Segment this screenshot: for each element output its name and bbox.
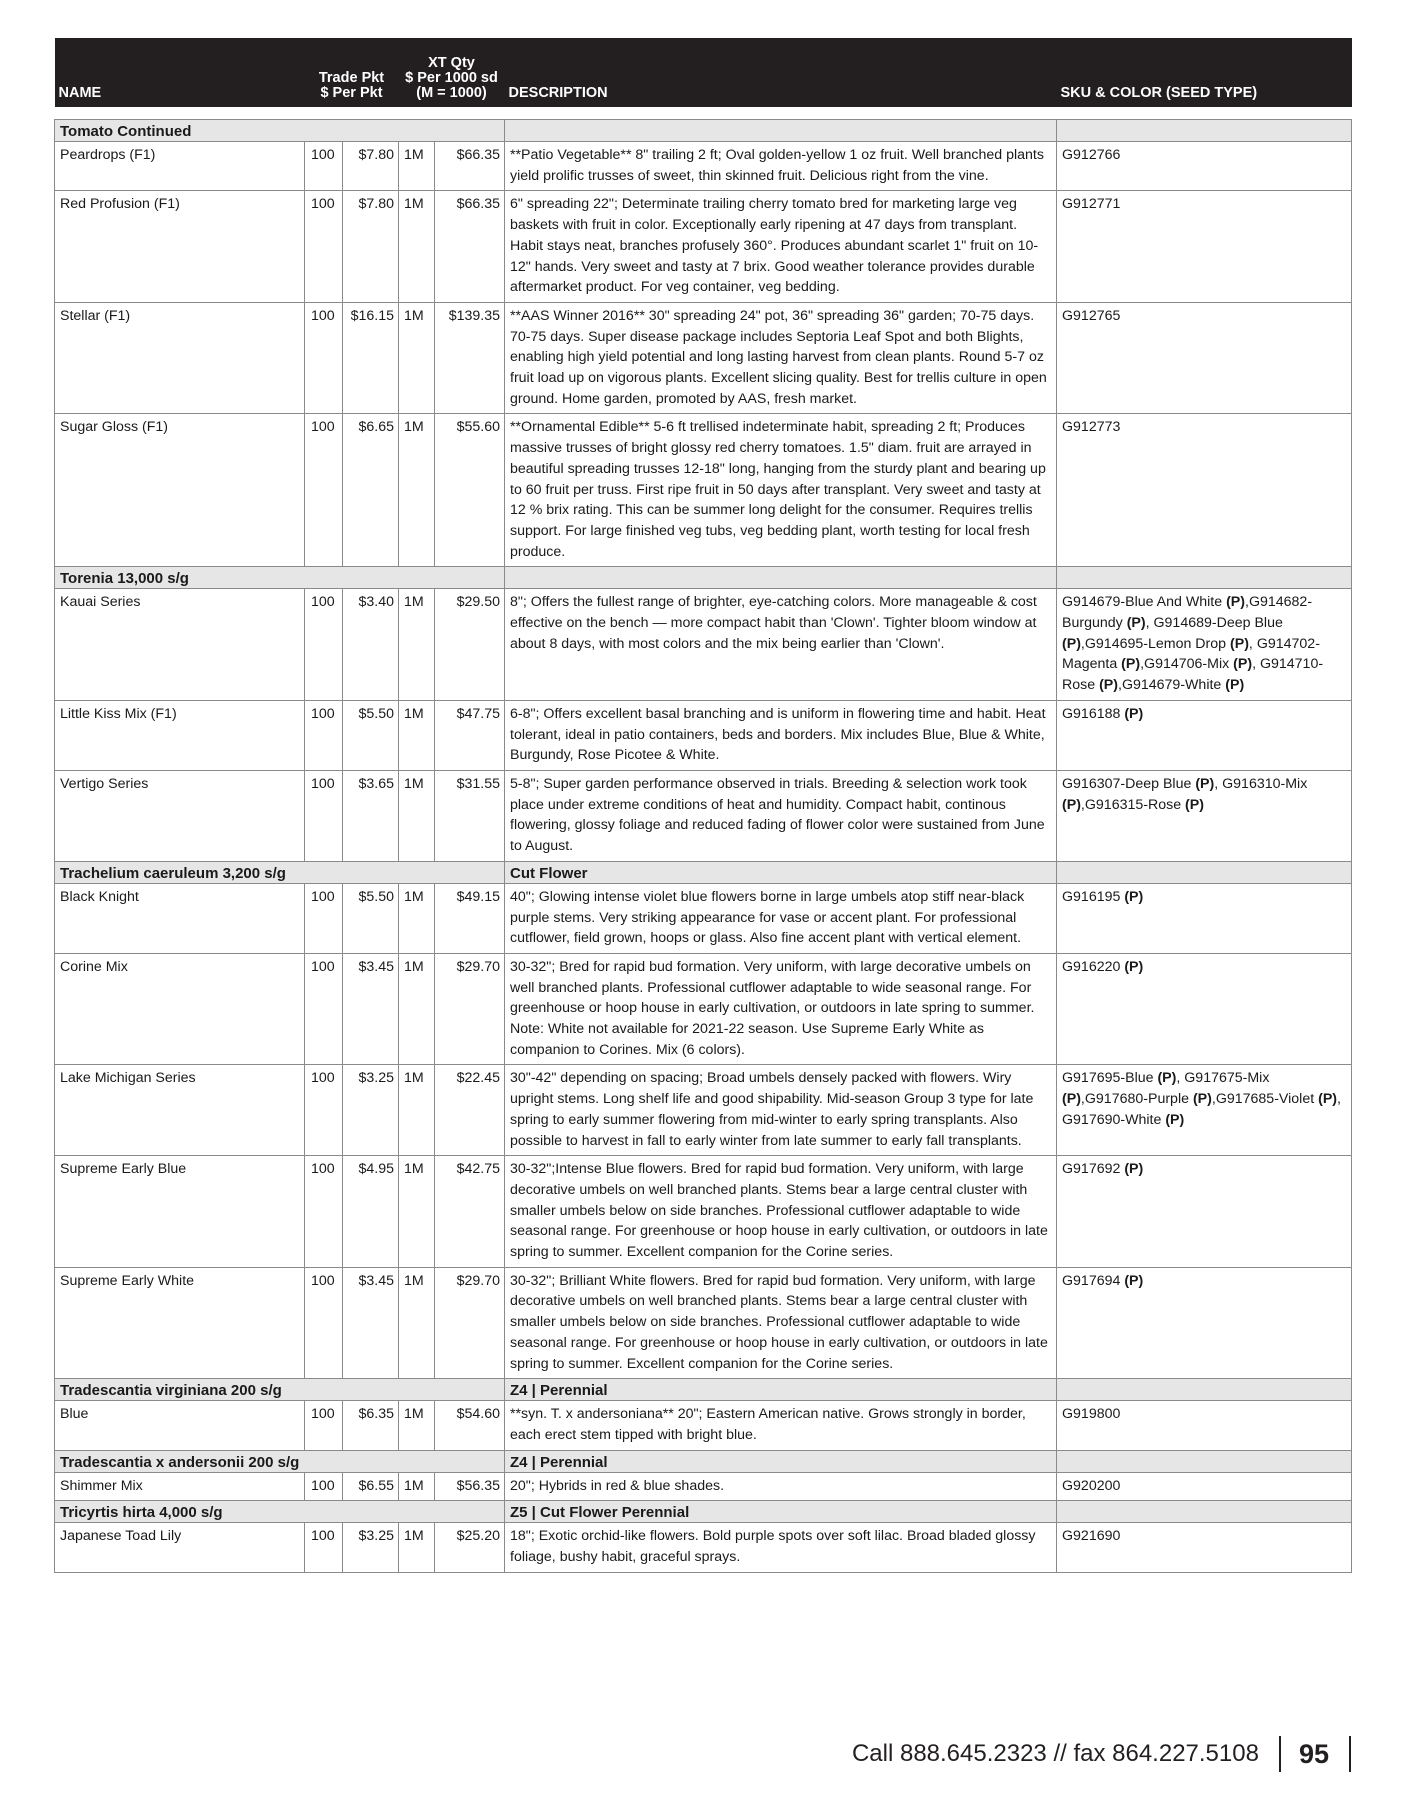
- xt-price: $29.70: [435, 953, 505, 1065]
- trade-pkt-qty: 100: [305, 414, 343, 567]
- xt-price: $66.35: [435, 142, 505, 191]
- section-header: [55, 861, 1352, 883]
- trade-pkt-qty: 100: [305, 1267, 343, 1379]
- xt-qty: 1M: [399, 302, 435, 414]
- product-description: 8"; Offers the fullest range of brighter, eye-catching colors. More manageable & cost effective on the bench — more compact habit than 'Clown'. Tighter bloom window at about 8 days, with most colors and the mix being earlier than 'Clown'.: [505, 589, 1057, 701]
- product-row: [55, 142, 1352, 191]
- page-number: 95: [1298, 1738, 1329, 1769]
- trade-pkt-price: $3.65: [343, 770, 399, 861]
- sku-item: [1144, 656, 1260, 672]
- seed-type: (P): [1226, 594, 1245, 611]
- product-row: [55, 1401, 1352, 1450]
- sku-code: G914706-Mix: [1144, 656, 1234, 673]
- product-row: [55, 953, 1352, 1065]
- xt-price: $31.55: [435, 770, 505, 861]
- product-description: **syn. T. x andersoniana** 20"; Eastern American native. Grows strongly in border, each erect stem tipped with bright blue.: [505, 1401, 1057, 1450]
- sku-item: [1062, 1478, 1120, 1494]
- sku-separator: ,: [1080, 635, 1085, 652]
- header-xt-qty: XT Qty $ Per 1000 sd (M = 1000): [399, 38, 505, 107]
- trade-pkt-qty: 100: [305, 883, 343, 953]
- product-name: Sugar Gloss (F1): [55, 414, 305, 567]
- sku-color: [1057, 414, 1352, 567]
- footer-divider: [1279, 1736, 1281, 1772]
- product-name: Little Kiss Mix (F1): [55, 700, 305, 770]
- product-description: 30-32";Intense Blue flowers. Bred for rapid bud formation. Very uniform, with large decorative umbels on well branched plants. Stems bear a large central cluster with smaller umbels below on side branches. Professional cutflower adaptable to wide seasonal range. For greenhouse or hoop house in early cultivation, or outdoors in late spring to summer. Excellent companion for the Corine series.: [505, 1156, 1057, 1268]
- xt-price: $22.45: [435, 1065, 505, 1156]
- xt-price: $139.35: [435, 302, 505, 414]
- sku-item: [1122, 677, 1244, 693]
- sku-item: [1062, 706, 1143, 722]
- product-description: 40"; Glowing intense violet blue flowers borne in large umbels atop stiff near-black purple stems. Very striking appearance for vase or accent plant. For professional cutflower, field grown, hoops or glass. Also fine accent plant with vertical element.: [505, 883, 1057, 953]
- sku-item: [1062, 147, 1120, 163]
- section-sku-blank: [1057, 1501, 1352, 1523]
- trade-pkt-qty: 100: [305, 770, 343, 861]
- section-sku-blank: [1057, 567, 1352, 589]
- product-row: [55, 700, 1352, 770]
- section-sku-blank: [1057, 120, 1352, 142]
- seed-type: (P): [1126, 615, 1146, 632]
- xt-qty: 1M: [399, 1065, 435, 1156]
- trade-pkt-price: $3.45: [343, 1267, 399, 1379]
- trade-pkt-price: $5.50: [343, 700, 399, 770]
- xt-qty: 1M: [399, 414, 435, 567]
- table-body: [55, 120, 1352, 1573]
- trade-pkt-qty: 100: [305, 700, 343, 770]
- product-row: [55, 1156, 1352, 1268]
- seed-type: (P): [1157, 1070, 1177, 1087]
- sku-code: G916188: [1062, 705, 1125, 722]
- seed-type: (P): [1230, 635, 1249, 652]
- xt-price: $29.70: [435, 1267, 505, 1379]
- product-row: [55, 414, 1352, 567]
- section-header: [55, 567, 1352, 589]
- sku-code: G912766: [1062, 147, 1121, 163]
- xt-price: $25.20: [435, 1523, 505, 1572]
- xt-price: $29.50: [435, 589, 505, 701]
- sku-code: G914695-Lemon Drop: [1084, 635, 1230, 652]
- product-row: [55, 302, 1352, 414]
- xt-price: $56.35: [435, 1472, 505, 1501]
- section-sku-blank: [1057, 1379, 1352, 1401]
- sku-code: G912771: [1062, 196, 1121, 213]
- seed-type: (P): [1124, 705, 1144, 722]
- xt-qty: 1M: [399, 1523, 435, 1572]
- section-sku-blank: [1057, 861, 1352, 883]
- sku-separator: ,: [1080, 1091, 1085, 1108]
- sku-separator: ,: [1244, 594, 1249, 611]
- sku-separator: ,: [1214, 775, 1223, 792]
- sku-color: [1057, 1156, 1352, 1268]
- sku-item: [1062, 1070, 1184, 1086]
- product-description: 30-32"; Brilliant White flowers. Bred for rapid bud formation. Very uniform, with large decorative umbels on well branched plants. Stems bear a large central cluster with smaller umbels below on side branches. Professional cutflower adaptable to wide seasonal range. For greenhouse or hoop house in early cultivation, or outdoors in late spring to summer. Excellent companion for the Corine series.: [505, 1267, 1057, 1379]
- sku-item: [1062, 959, 1143, 975]
- product-row: [55, 1472, 1352, 1501]
- sku-separator: ,: [1211, 1091, 1216, 1108]
- sku-separator: ,: [1252, 656, 1260, 673]
- xt-qty: 1M: [399, 770, 435, 861]
- seed-type: (P): [1192, 1091, 1212, 1108]
- xt-qty: 1M: [399, 191, 435, 303]
- section-title: Trachelium caeruleum 3,200 s/g: [55, 861, 505, 883]
- xt-qty: 1M: [399, 589, 435, 701]
- sku-separator: ,: [1176, 1070, 1185, 1087]
- trade-pkt-price: $3.40: [343, 589, 399, 701]
- sku-color: [1057, 883, 1352, 953]
- product-description: 30"-42" depending on spacing; Broad umbels densely packed with flowers. Wiry upright stems. Long shelf life and good shipability. Mid-season Group 3 type for late spring to early summer flowering from mid-winter to early spring transplants. Also possible to harvest in fall to early winter from late summer to early fall transplants.: [505, 1065, 1057, 1156]
- product-description: **AAS Winner 2016** 30" spreading 24" pot, 36" spreading 36" garden; 70-75 days. 70-75 days. Super disease package includes Septoria Leaf Spot and both Blights, enabling high yield potential and long lasting harvest from clean plants. Round 5-7 oz fruit load up on vigorous plants. Excellent slicing quality. Best for trellis culture in open ground. Home garden, promoted by AAS, fresh market.: [505, 302, 1057, 414]
- trade-pkt-price: $6.35: [343, 1401, 399, 1450]
- sku-item: [1085, 636, 1257, 652]
- seed-type: (P): [1233, 656, 1253, 673]
- trade-pkt-qty: 100: [305, 142, 343, 191]
- sku-code: G914702-Magenta: [1062, 635, 1320, 673]
- seed-type: (P): [1062, 635, 1081, 652]
- sku-separator: ,: [1248, 635, 1257, 652]
- product-name: Peardrops (F1): [55, 142, 305, 191]
- product-description: **Ornamental Edible** 5-6 ft trellised indeterminate habit, spreading 2 ft; Produces massive trusses of bright glossy red cherry tomatoes. 1.5" diam. fruit are arrayed in beautiful spreading trusses 12-18" long, hanging from the sturdy plant and bearing up to 60 fruit per truss. First ripe fruit in 50 days after transplant. Very sweet and tasty at 12 % brix rating. This can be summer long delight for the consumer. Requires trellis support. For large finished veg tubs, veg bedding plant, worth testing for local fresh produce.: [505, 414, 1057, 567]
- section-note: Z5 | Cut Flower Perennial: [505, 1501, 1057, 1523]
- sku-item: [1062, 308, 1120, 324]
- trade-pkt-price: $3.25: [343, 1065, 399, 1156]
- table-header: [55, 38, 1352, 120]
- section-note: [505, 120, 1057, 142]
- section-title: Torenia 13,000 s/g: [55, 567, 505, 589]
- product-name: Corine Mix: [55, 953, 305, 1065]
- sku-item: [1062, 1406, 1120, 1422]
- sku-code: G914689-Deep Blue: [1153, 615, 1283, 632]
- xt-price: $47.75: [435, 700, 505, 770]
- trade-pkt-qty: 100: [305, 1401, 343, 1450]
- sku-color: [1057, 700, 1352, 770]
- seed-type: (P): [1124, 958, 1144, 975]
- sku-code: G916195: [1062, 888, 1125, 905]
- catalog-sheet: [54, 38, 1351, 1573]
- xt-price: $49.15: [435, 883, 505, 953]
- catalog-table: [54, 38, 1352, 1573]
- sku-color: [1057, 1065, 1352, 1156]
- sku-item: [1062, 776, 1222, 792]
- seed-type: (P): [1121, 656, 1141, 673]
- trade-pkt-price: $3.45: [343, 953, 399, 1065]
- section-note: Z4 | Perennial: [505, 1379, 1057, 1401]
- trade-pkt-qty: 100: [305, 1156, 343, 1268]
- trade-pkt-price: $3.25: [343, 1523, 399, 1572]
- trade-pkt-price: $4.95: [343, 1156, 399, 1268]
- sku-code: G920200: [1062, 1477, 1121, 1494]
- xt-qty: 1M: [399, 1401, 435, 1450]
- trade-pkt-qty: 100: [305, 589, 343, 701]
- product-name: Kauai Series: [55, 589, 305, 701]
- product-name: Supreme Early Blue: [55, 1156, 305, 1268]
- section-header: [55, 1501, 1352, 1523]
- sku-code: G917694: [1062, 1272, 1125, 1289]
- trade-pkt-qty: 100: [305, 1472, 343, 1501]
- sku-code: G921690: [1062, 1528, 1121, 1545]
- sku-item: [1085, 797, 1204, 813]
- seed-type: (P): [1062, 1091, 1081, 1108]
- product-row: [55, 589, 1352, 701]
- sku-code: G917680-Purple: [1084, 1091, 1193, 1108]
- xt-qty: 1M: [399, 953, 435, 1065]
- product-description: 6" spreading 22"; Determinate trailing cherry tomato bred for marketing large veg baskets with fruit in color. Exceptionally early ripening at 47 days from transplant. Habit stays neat, branches profusely 360°. Produces abundant scarlet 1" fruit on 10-12" hands. Very sweet and tasty at 7 brix. Good weather tolerance provides durable aftermarket product. For veg container, veg bedding.: [505, 191, 1057, 303]
- sku-code: G914679-Blue And White: [1062, 594, 1227, 611]
- product-description: 30-32"; Bred for rapid bud formation. Very uniform, with large decorative umbels on well branched plants. Professional cutflower adaptable to wide seasonal range. For greenhouse or hoop house in early cultivation, or outdoors in late spring to summer. Note: White not available for 2021-22 season. Use Supreme Early White as companion to Corines. Mix (6 colors).: [505, 953, 1057, 1065]
- contact-line: Call 888.645.2323 // fax 864.227.5108: [851, 1740, 1259, 1767]
- sku-code: G917695-Blue: [1062, 1070, 1158, 1087]
- sku-code: G914710-Rose: [1062, 656, 1324, 694]
- sku-separator: ,: [1080, 796, 1085, 813]
- trade-pkt-price: $7.80: [343, 191, 399, 303]
- section-header: [55, 1450, 1352, 1472]
- section-note: Cut Flower: [505, 861, 1057, 883]
- sku-color: [1057, 142, 1352, 191]
- trade-pkt-qty: 100: [305, 1065, 343, 1156]
- product-name: Lake Michigan Series: [55, 1065, 305, 1156]
- seed-type: (P): [1225, 677, 1245, 694]
- sku-item: [1062, 419, 1120, 435]
- trade-pkt-qty: 100: [305, 1523, 343, 1572]
- xt-qty: 1M: [399, 883, 435, 953]
- sku-color: [1057, 770, 1352, 861]
- product-row: [55, 1267, 1352, 1379]
- sku-color: [1057, 589, 1352, 701]
- sku-separator: ,: [1140, 656, 1145, 673]
- sku-color: [1057, 1401, 1352, 1450]
- xt-price: $42.75: [435, 1156, 505, 1268]
- sku-item: [1062, 594, 1249, 610]
- seed-type: (P): [1185, 796, 1204, 813]
- sku-code: G912765: [1062, 307, 1121, 324]
- sku-item: [1085, 1091, 1216, 1107]
- sku-code: G917675-Mix: [1184, 1070, 1270, 1087]
- xt-qty: 1M: [399, 1472, 435, 1501]
- sku-code: G916315-Rose: [1084, 796, 1186, 813]
- xt-price: $54.60: [435, 1401, 505, 1450]
- product-row: [55, 883, 1352, 953]
- trade-pkt-price: $7.80: [343, 142, 399, 191]
- section-sku-blank: [1057, 1450, 1352, 1472]
- xt-qty: 1M: [399, 1156, 435, 1268]
- product-row: [55, 1523, 1352, 1572]
- sku-code: G916307-Deep Blue: [1062, 775, 1196, 792]
- xt-price: $66.35: [435, 191, 505, 303]
- trade-pkt-qty: 100: [305, 302, 343, 414]
- sku-separator: ,: [1337, 1091, 1341, 1108]
- sku-color: [1057, 1267, 1352, 1379]
- sku-color: [1057, 1472, 1352, 1501]
- sku-color: [1057, 191, 1352, 303]
- seed-type: (P): [1318, 1091, 1338, 1108]
- header-trade-pkt: Trade Pkt $ Per Pkt: [305, 38, 399, 107]
- trade-pkt-qty: 100: [305, 953, 343, 1065]
- sku-item: [1062, 1273, 1143, 1289]
- product-name: Supreme Early White: [55, 1267, 305, 1379]
- seed-type: (P): [1124, 1272, 1144, 1289]
- product-name: Stellar (F1): [55, 302, 305, 414]
- product-row: [55, 191, 1352, 303]
- header-description: DESCRIPTION: [505, 38, 1057, 107]
- trade-pkt-price: $5.50: [343, 883, 399, 953]
- footer-divider-right: [1349, 1736, 1351, 1772]
- product-name: Blue: [55, 1401, 305, 1450]
- section-title: Tomato Continued: [55, 120, 505, 142]
- seed-type: (P): [1165, 1111, 1185, 1128]
- sku-separator: ,: [1145, 615, 1154, 632]
- sku-item: [1062, 1161, 1143, 1177]
- product-name: Black Knight: [55, 883, 305, 953]
- sku-code: G914679-White: [1121, 677, 1226, 694]
- product-name: Vertigo Series: [55, 770, 305, 861]
- sku-item: [1062, 1112, 1184, 1128]
- section-note: [505, 567, 1057, 589]
- section-header: [55, 1379, 1352, 1401]
- product-name: Japanese Toad Lily: [55, 1523, 305, 1572]
- trade-pkt-qty: 100: [305, 191, 343, 303]
- section-note: Z4 | Perennial: [505, 1450, 1057, 1472]
- seed-type: (P): [1124, 888, 1144, 905]
- trade-pkt-price: $16.15: [343, 302, 399, 414]
- product-description: 18"; Exotic orchid-like flowers. Bold purple spots over soft lilac. Broad bladed glossy foliage, bushy habit, graceful sprays.: [505, 1523, 1057, 1572]
- sku-code: G916310-Mix: [1222, 775, 1308, 792]
- page-footer: [852, 1734, 1351, 1774]
- sku-code: G919800: [1062, 1406, 1121, 1423]
- xt-qty: 1M: [399, 700, 435, 770]
- xt-price: $55.60: [435, 414, 505, 567]
- sku-item: [1062, 196, 1120, 212]
- sku-color: [1057, 1523, 1352, 1572]
- sku-code: G917690-White: [1062, 1111, 1166, 1128]
- sku-code: G916220: [1062, 958, 1125, 975]
- header-name: NAME: [55, 38, 305, 107]
- trade-pkt-price: $6.65: [343, 414, 399, 567]
- sku-color: [1057, 302, 1352, 414]
- sku-code: G917692: [1062, 1161, 1125, 1178]
- sku-item: [1062, 889, 1143, 905]
- section-header: [55, 120, 1352, 142]
- product-name: Red Profusion (F1): [55, 191, 305, 303]
- header-sku: SKU & COLOR (SEED TYPE): [1057, 38, 1352, 107]
- sku-code: G912773: [1062, 419, 1121, 436]
- sku-code: G917685-Violet: [1215, 1091, 1319, 1108]
- xt-qty: 1M: [399, 142, 435, 191]
- section-title: Tradescantia x andersonii 200 s/g: [55, 1450, 505, 1472]
- section-title: Tradescantia virginiana 200 s/g: [55, 1379, 505, 1401]
- sku-item: [1062, 1528, 1120, 1544]
- product-name: Shimmer Mix: [55, 1472, 305, 1501]
- sku-code: G914682-Burgundy: [1062, 594, 1313, 632]
- seed-type: (P): [1195, 775, 1215, 792]
- product-description: 6-8"; Offers excellent basal branching and is uniform in flowering time and habit. Heat tolerant, ideal in patio containers, beds and borders. Mix includes Blue, Blue & White, Burgundy, Rose Picotee & White.: [505, 700, 1057, 770]
- product-description: 5-8"; Super garden performance observed in trials. Breeding & selection work took place under extreme conditions of heat and humidity. Compact habit, continous flowering, glossy foliage and reduced fading of flower color were sustained from June to August.: [505, 770, 1057, 861]
- seed-type: (P): [1062, 796, 1081, 813]
- sku-item: [1216, 1091, 1341, 1107]
- seed-type: (P): [1124, 1161, 1144, 1178]
- product-row: [55, 770, 1352, 861]
- product-description: 20"; Hybrids in red & blue shades.: [505, 1472, 1057, 1501]
- seed-type: (P): [1099, 677, 1118, 694]
- product-row: [55, 1065, 1352, 1156]
- product-description: **Patio Vegetable** 8" trailing 2 ft; Oval golden-yellow 1 oz fruit. Well branched plants yield prolific trusses of sweet, thin skinned fruit. Delicious right from the vine.: [505, 142, 1057, 191]
- section-title: Tricyrtis hirta 4,000 s/g: [55, 1501, 505, 1523]
- sku-color: [1057, 953, 1352, 1065]
- xt-qty: 1M: [399, 1267, 435, 1379]
- sku-separator: ,: [1117, 677, 1122, 694]
- trade-pkt-price: $6.55: [343, 1472, 399, 1501]
